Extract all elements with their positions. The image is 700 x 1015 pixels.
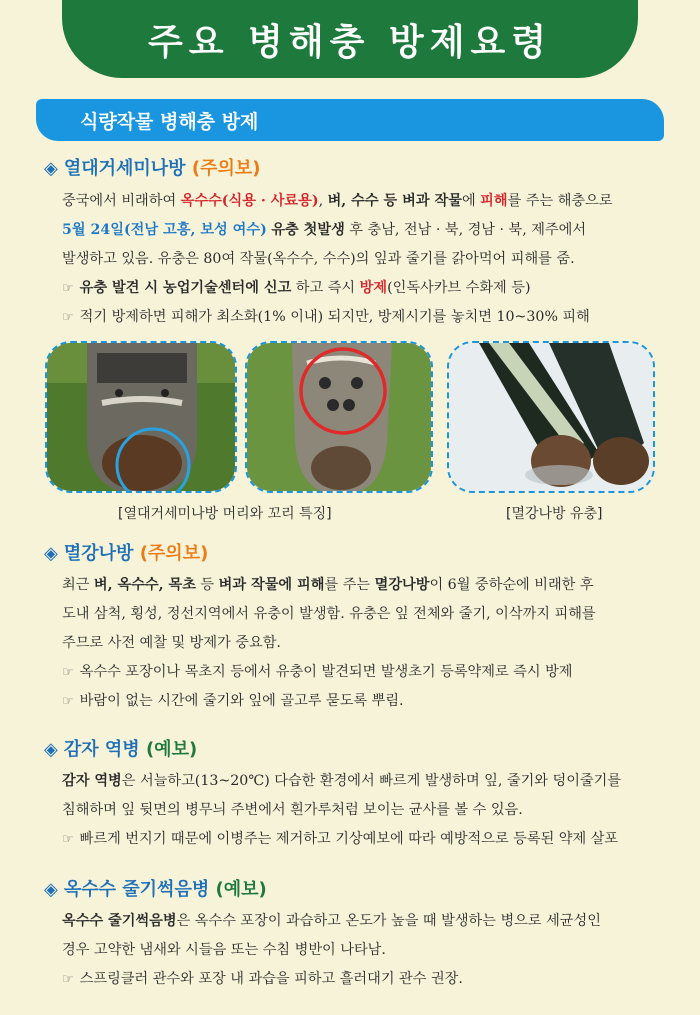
note-line: ☞ 옥수수 포장이나 목초지 등에서 유충이 발견되면 발생초기 등록약제로 즉시 방제 (62, 664, 573, 680)
pointing-hand-icon: ☞ (62, 281, 74, 296)
diamond-icon: ◈ (44, 543, 58, 564)
diamond-icon: ◈ (44, 739, 58, 760)
section-heading (44, 541, 670, 567)
alert-tag: (주의보) (191, 158, 261, 179)
section-heading (44, 877, 670, 903)
paragraph-line: 도내 삼척, 횡성, 정선지역에서 유충이 발생함. 유충은 잎 전체와 줄기, 이삭까지 피해를 (62, 606, 596, 622)
note-line: ☞ 적기 방제하면 피해가 최소화(1% 이내) 되지만, 방제시기를 놓치면 10~30% 피해 (62, 309, 590, 325)
pest-section-oriental-armyworm (44, 541, 670, 716)
paragraph-line: 5월 24일(전남 고흥, 보성 여수) 유충 첫발생 후 충남, 전남 · 북, 경남 · 북, 제주에서 (62, 222, 587, 238)
diamond-icon: ◈ (44, 879, 58, 900)
paragraph-line: 침해하며 잎 뒷면의 병무늬 주변에서 흰가루처럼 보이는 균사를 볼 수 있음. (62, 802, 523, 818)
section-heading (44, 156, 670, 182)
heading-title: 멸강나방 (63, 543, 134, 564)
paragraph-line: 최근 벼, 옥수수, 목초 등 벼과 작물에 피해를 주는 멸강나방이 6월 중하순에 비래한 후 (62, 577, 594, 593)
fall-armyworm-tail-photo (45, 341, 237, 493)
pointing-hand-icon: ☞ (62, 832, 74, 847)
note-line: ☞ 스프링클러 관수와 포장 내 과습을 피하고 흘러대기 관수 권장. (62, 971, 463, 987)
disease-section-late-blight (44, 737, 670, 854)
paragraph-line: 옥수수 줄기썩음병은 옥수수 포장이 과습하고 온도가 높을 때 발생하는 병으로 세균성인 (62, 913, 601, 929)
alert-tag: (예보) (145, 739, 198, 760)
alert-tag: (주의보) (139, 543, 209, 564)
paragraph-line: 발생하고 있음. 유충은 80여 작물(옥수수, 수수)의 잎과 줄기를 갉아먹어 피해를 줌. (62, 251, 575, 267)
pest-section-fall-armyworm (44, 156, 670, 332)
disease-section-stalk-rot (44, 877, 670, 994)
diamond-icon: ◈ (44, 158, 58, 179)
pointing-hand-icon: ☞ (62, 694, 74, 709)
page-banner (62, 0, 638, 78)
note-line: ☞ 유충 발견 시 농업기술센터에 신고 하고 즉시 방제(인독사카브 수화제 등) (62, 280, 531, 296)
fall-armyworm-head-photo (245, 341, 433, 493)
heading-title: 열대거세미나방 (63, 158, 186, 179)
oriental-armyworm-larva-photo (447, 341, 655, 493)
note-line: ☞ 바람이 없는 시간에 줄기와 잎에 골고루 묻도록 뿌림. (62, 693, 404, 709)
photo-caption: [멸강나방 유충] (506, 506, 603, 522)
paragraph-line: 중국에서 비래하여 옥수수(식용 · 사료용), 벼, 수수 등 벼과 작물에 피해를 주는 해충으로 (62, 193, 613, 209)
paragraph-line: 감자 역병은 서늘하고(13~20℃) 다습한 환경에서 빠르게 발생하며 잎, 줄기와 덩이줄기를 (62, 773, 622, 789)
section-header (36, 99, 664, 141)
section-title: 식량작물 병해충 방제 (80, 110, 259, 133)
pointing-hand-icon: ☞ (62, 665, 74, 680)
heading-title: 옥수수 줄기썩음병 (63, 879, 210, 900)
page-title: 주요 병해충 방제요령 (147, 21, 553, 63)
section-heading (44, 737, 670, 763)
paragraph-line: 경우 고약한 냄새와 시들음 또는 수침 병반이 나타남. (62, 942, 386, 958)
pointing-hand-icon: ☞ (62, 310, 74, 325)
pointing-hand-icon: ☞ (62, 972, 74, 987)
heading-title: 감자 역병 (63, 739, 140, 760)
note-line: ☞ 빠르게 번지기 때문에 이병주는 제거하고 기상예보에 따라 예방적으로 등록된 약제 살포 (62, 831, 619, 847)
paragraph-line: 주므로 사전 예찰 및 방제가 중요함. (62, 635, 281, 651)
alert-tag: (예보) (215, 879, 267, 900)
photo-caption: [열대거세미나방 머리와 꼬리 특징] (118, 506, 332, 522)
